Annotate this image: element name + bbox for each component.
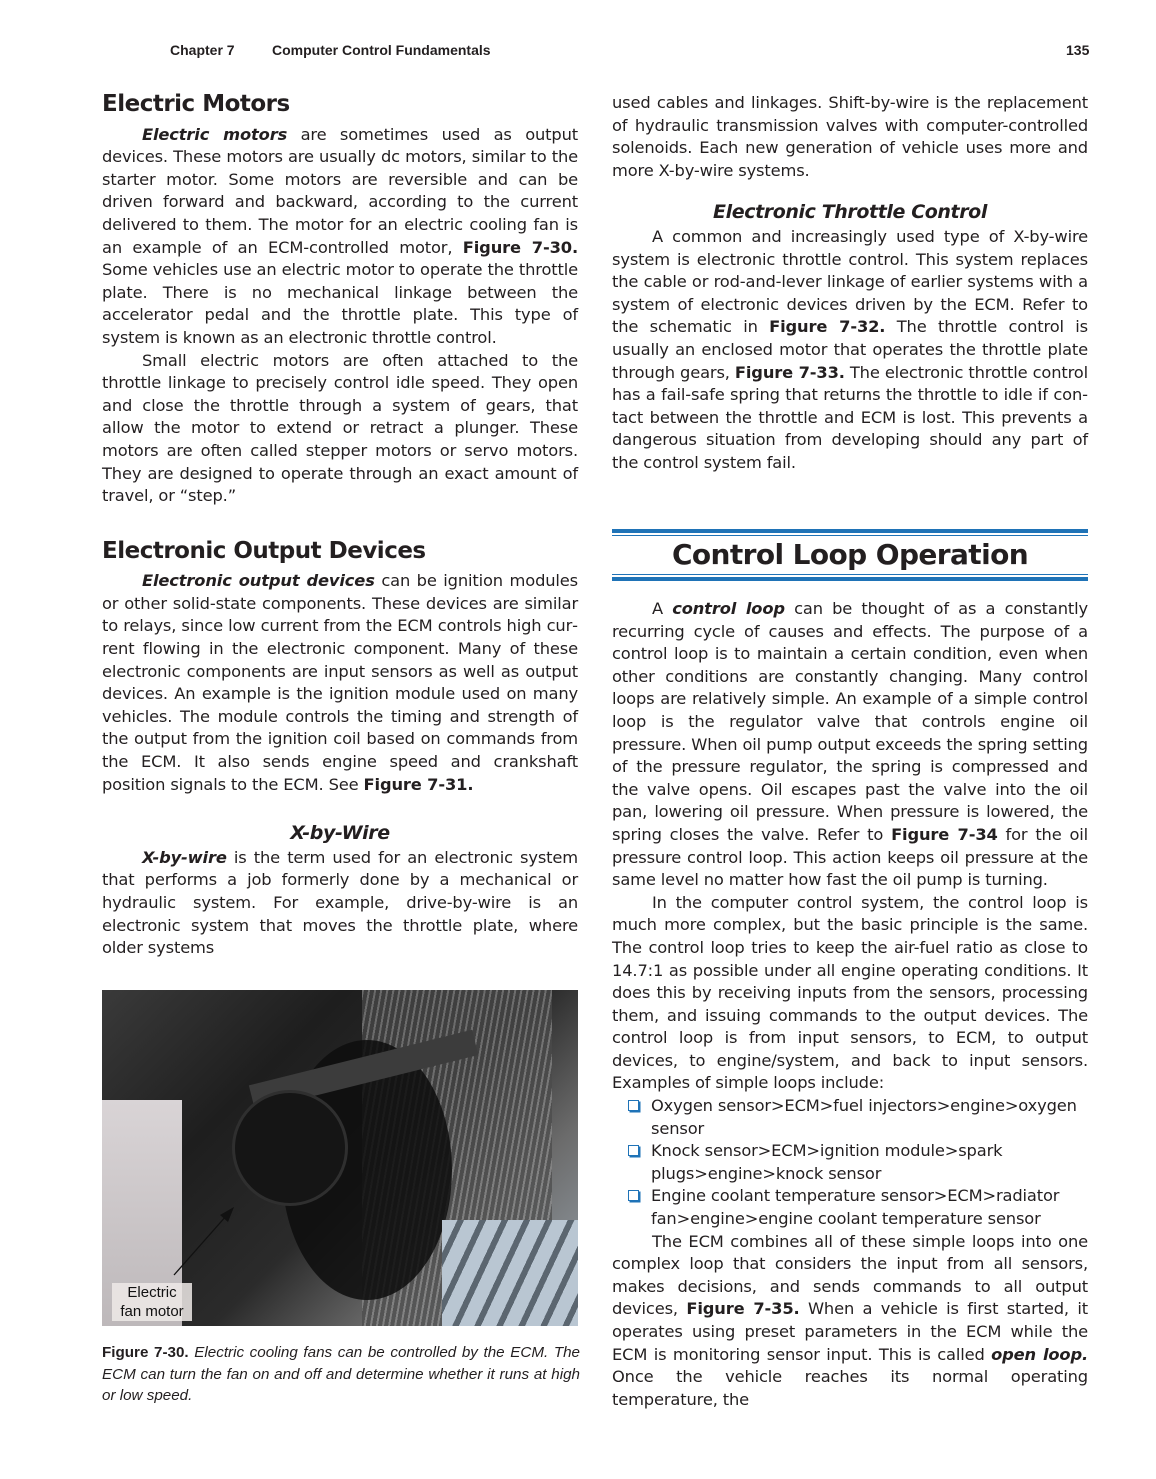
paragraph-x-by-wire bbox=[102, 847, 578, 960]
page-number: 135 bbox=[1066, 42, 1090, 58]
paragraph-electronic-throttle-control bbox=[612, 226, 1088, 475]
text: A bbox=[652, 599, 673, 618]
term-electric-motors: Electric motors bbox=[142, 124, 288, 144]
text: is the term used for an electronic system that performs a job formerly done by a mechanical or hydraulic system. For example, drive-by-wire is an electronic system that moves the throttle plate, where older systems bbox=[102, 847, 578, 958]
list-item-text: Knock sensor>ECM>ignition module>spark plugs>engine>knock sensor bbox=[651, 1141, 1003, 1183]
text: Some vehicles use an electric motor to operate the throttle plate. There is no mechanical linkage between the accelerator pedal and the throttle plate. This type of system is known as an electronic throttle control. bbox=[102, 260, 578, 347]
caption-label: Figure 7-30. bbox=[102, 1344, 189, 1361]
figure-ref-7-30: Figure 7-30. bbox=[462, 237, 578, 257]
figure-ref-7-32: Figure 7-32. bbox=[769, 317, 886, 337]
banner-rule-bottom bbox=[612, 577, 1088, 581]
paragraph-control-loop-2: In the computer control system, the control loop is much more complex, but the basic principle is the same. The control loop tries to keep the air-fuel ratio as close to 14.7:1 as possible under all engine operating conditions. It does this by receiving inputs from the sensors, processing them, and issuing commands to the output devices. The control loop is from input sensors, to ECM, to output devices, to engine/system, and back to input sensors. Examples of simple loops include: bbox=[612, 892, 1088, 1093]
heading-electric-motors: Electric Motors bbox=[102, 91, 290, 117]
banner-rule-top-thin bbox=[612, 535, 1088, 536]
figure-label-line2: fan motor bbox=[120, 1303, 184, 1320]
text: The ECM combines all of these simple loops into one complex loop that considers the input from all sensors, makes decisions, and sends commands to all output devices, bbox=[612, 1231, 1088, 1319]
checkbox-bullet-icon bbox=[628, 1190, 639, 1201]
banner-rule-bottom-thin bbox=[612, 574, 1088, 575]
text: are sometimes used as output devices. These motors are usually dc motors, similar to the starter motor. Some motors are reversible and can be driven forward and backward, according to the current delivered to them. The motor for an electric cooling fan is an example of an ECM-controlled motor, bbox=[102, 124, 578, 257]
paragraph-control-loop-3 bbox=[612, 1231, 1088, 1412]
term-open-loop: open loop. bbox=[991, 1344, 1089, 1364]
figure-label-line1: Electric bbox=[127, 1284, 177, 1301]
term-control-loop: control loop bbox=[672, 599, 785, 618]
list-item bbox=[612, 1140, 1088, 1185]
checkbox-bullet-icon bbox=[628, 1100, 639, 1111]
text: can be ignition modules or other solid-state components. These devices are similar to relays, since low current from the ECM controls high current flowing in the electronic component. Many of these electronic components are input sensors as well as output devices. An example is the ignition module used on many vehicles. The module controls the timing and strength of the output from the ignition coil based on commands from the ECM. It also sends engine speed and crankshaft position signals to the ECM. See bbox=[102, 571, 578, 794]
list-item bbox=[612, 1095, 1088, 1140]
text: can be thought of as a constantly recurring cycle of causes and effects. The purpose of a control loop is to maintain a certain condition, even when other conditions are constantly changing. Many control loops are relatively simple. An example of a simple control loop is the regulator valve that controls engine oil pressure. When oil pump output exceeds the spring setting of the pressure regulator, the spring is compressed and the valve opens. Oil escapes past the valve into the oil pan, lowering oil pressure. When pressure is lowered, the spring closes the valve. Refer to bbox=[612, 599, 1088, 844]
right-column-top bbox=[612, 92, 1088, 475]
heading-electronic-throttle-control: Electronic Throttle Control bbox=[713, 201, 987, 224]
figure-ref-7-35: Figure 7-35. bbox=[686, 1299, 800, 1319]
paragraph-electric-motors-1 bbox=[102, 124, 578, 350]
pointer-arrow-icon bbox=[102, 990, 578, 1326]
text: When a vehicle is first started, it operates using preset parameters in the ECM while the ECM is monitoring sensor input. This is called bbox=[612, 1299, 1088, 1364]
chapter-number: Chapter 7 bbox=[170, 42, 235, 58]
list-item bbox=[612, 1185, 1088, 1230]
text: The electronic throttle control has a fail-safe spring that returns the throttle to idle if contact between the throttle and ECM is lost. This prevents a dangerous situation from developing should any part of the control system fail. bbox=[612, 362, 1088, 472]
paragraph-electric-motors-2: Small electric motors are often attached to the throttle linkage to precisely control idle speed. They open and close the throttle through a system of gears, that allow the motor to extend or retract a plunger. These motors are often called stepper motors or servo motors. They are designed to operate through an exact amount of travel, or “step.” bbox=[102, 350, 578, 506]
figure-7-30-caption bbox=[102, 1342, 580, 1407]
banner-rule-top bbox=[612, 529, 1088, 533]
figure-ref-7-31: Figure 7-31. bbox=[363, 774, 474, 794]
term-x-by-wire: X-by-wire bbox=[142, 847, 227, 867]
list-item-text: Oxygen sensor>ECM>fuel injectors>engine>oxygen sensor bbox=[651, 1096, 1077, 1138]
figure-ref-7-33: Figure 7-33. bbox=[734, 362, 845, 382]
text: Once the vehicle reaches its normal operating temperature, the bbox=[612, 1367, 1088, 1409]
paragraph-x-by-wire-continued: used cables and linkages. Shift-by-wire is the replacement of hydraulic transmission valves with computer-controlled solenoids. Each new generation of vehicle uses more and more X-by-wire systems. bbox=[612, 93, 1088, 180]
text: A common and increasingly used type of X-by-wire system is electronic throttle control. This system replaces the cable or rod-and-lever linkage of earlier systems with a system of electronic devices driven by the ECM. Refer to the schematic in bbox=[612, 226, 1088, 337]
heading-control-loop-operation: Control Loop Operation bbox=[671, 538, 1029, 571]
checkbox-bullet-icon bbox=[628, 1145, 639, 1156]
loop-examples-list bbox=[612, 1095, 1088, 1231]
term-electronic-output-devices: Electronic output devices bbox=[142, 571, 375, 591]
figure-ref-7-34: Figure 7-34 bbox=[891, 824, 998, 844]
paragraph-electronic-output bbox=[102, 570, 578, 796]
heading-electronic-output-devices: Electronic Output Devices bbox=[102, 537, 426, 564]
text: for the oil pressure control loop. This action keeps oil pressure at the same level no matter how fast the oil pump is turning. bbox=[612, 824, 1088, 890]
caption-text: Electric cooling fans can be controlled by the ECM. The ECM can turn the fan on and off and determine whether it runs at high or low speed. bbox=[102, 1344, 580, 1404]
list-item-text: Engine coolant temperature sensor>ECM>radiator fan>engine>engine coolant temperature sensor bbox=[651, 1186, 1060, 1229]
left-column bbox=[102, 93, 578, 960]
heading-x-by-wire: X-by-Wire bbox=[290, 822, 390, 845]
section-banner bbox=[612, 529, 1088, 584]
chapter-title: Computer Control Fundamentals bbox=[272, 42, 491, 58]
paragraph-control-loop-1 bbox=[612, 598, 1088, 892]
figure-label bbox=[112, 1283, 192, 1321]
right-column-bottom bbox=[612, 598, 1088, 1411]
text: The throttle control is usually an enclosed motor that operates the throttle plate through gears, bbox=[612, 317, 1088, 382]
figure-7-30-photo bbox=[102, 990, 578, 1326]
